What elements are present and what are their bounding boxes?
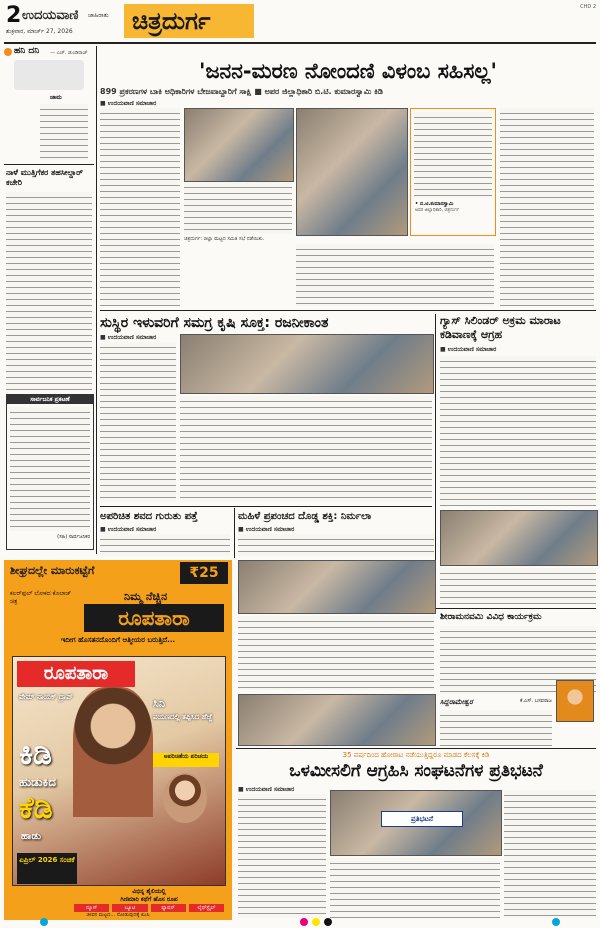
lead-col1 xyxy=(100,108,180,306)
cover-title: ರೂಪತಾರಾ xyxy=(17,661,135,687)
quote-name: • ಬಿ.ಟಿ.ಕುಮಾರಸ್ವಾಮಿ xyxy=(415,201,454,207)
lead-photo-2 xyxy=(296,108,408,236)
public-notice-text xyxy=(10,407,90,531)
public-notice-box xyxy=(6,394,94,550)
story5-photo-2 xyxy=(238,694,436,746)
story5-headline: ಮಹಿಳೆ ಪ್ರಪಂಚದ ದೊಡ್ಡ ಶಕ್ತಿ: ನಿರ್ಮಲಾ xyxy=(238,511,372,522)
ad-chip: ಫ್ಯಾಷನ್ xyxy=(151,904,186,912)
story7-text xyxy=(330,858,500,918)
sidebar-column-text xyxy=(6,192,92,390)
cover-kicker: ಪೇಮ್ ನಾಯಕ್ ದ್ರಾಪ್ xyxy=(19,693,73,701)
story2-text xyxy=(180,396,432,502)
story6-name-tag-2: ಕೆ.ಎಸ್. ಬಸವರಾಜ xyxy=(520,698,552,704)
lead-quote-box xyxy=(410,108,496,236)
quote-role: ಅಪರ ಜಿಲ್ಲಾಧಿಕಾರಿ, ಚಿತ್ರದುರ್ಗ xyxy=(415,208,460,213)
rule-story5 xyxy=(234,508,235,558)
cover-small: ಹಾಡು xyxy=(21,831,42,842)
registration-mark xyxy=(40,918,48,926)
ad-teaser: ಇದೀಗ ಹೊಸತನದೊಂದಿಗೆ ಆತ್ಮೀಯರ ಬರುತ್ತಿದೆ... xyxy=(60,636,176,644)
ad-price: ₹25 xyxy=(180,562,228,584)
honi-author: — ಎಚ್. ಡುಂಡಿರಾಜ್ xyxy=(50,50,88,56)
story6-headline: ಶೀರಾಮನವಮಿ ವಿವಿಧ ಕಾರ್ಯಕ್ರಮ xyxy=(440,612,542,622)
sidebar-rule xyxy=(4,164,94,165)
story2-photo xyxy=(180,334,434,394)
sidebar-column-title: ನಾಳೆ ಮುತ್ತಿಗೆಕರ ತಹಸೀಲ್ದಾರ್ ಕಚೇರಿ xyxy=(6,168,83,187)
protest-banner: ಪ್ರತಿಭಟನೆ xyxy=(381,811,463,827)
cover-date: ಏಪ್ರಿಲ್ 2026 ಸಂಚಿಕೆ xyxy=(17,853,77,884)
story7-kicker: 35 ವರ್ಷದಿಂದ ಹೋರಾಟ ನಡೆಯುತ್ತಿದ್ದರೂ ಮಾಡದ ಕೆಲಸಕ್ಕೆ ಕಿಡಿ xyxy=(342,751,490,759)
lead-headline: 'ಜನನ-ಮರಣ ನೋಂದಣಿ ವಿಳಂಬ ಸಹಿಸಲ್ಲ' xyxy=(199,59,497,83)
ad-brand: ರೂಪತಾರಾ xyxy=(84,604,224,632)
date-line: ಶುಕ್ರವಾರ, ಮಾರ್ಚ್ 27, 2026 xyxy=(6,28,73,35)
registration-mark xyxy=(324,918,332,926)
honi-text xyxy=(40,104,88,160)
story7-col1 xyxy=(238,794,326,918)
corner-code: CHD 2 xyxy=(580,4,596,10)
story7-byline: ■ ಉದಯವಾಣಿ ಸಮಾಚಾರ xyxy=(238,786,295,793)
ad-chip: ಬ್ಯೂಟಿ xyxy=(112,904,147,912)
story5-text-2 xyxy=(238,616,434,690)
story3-headline: ಗ್ಯಾಸ್ ಸಿಲಿಂಡರ್ ಅಕ್ರಮ ಮಾರಾಟ ಕಡಿವಾಣಕ್ಕೆ ಆಗ್ರಹ xyxy=(440,314,561,341)
column-divider xyxy=(96,46,97,554)
public-notice-footer: (ಸಹಿ) ಸಾರ್ವಜನಿಕರ xyxy=(57,534,90,540)
magazine-cover xyxy=(12,656,226,886)
ad-chips xyxy=(74,904,224,912)
cover-right2: ಪಯಣದಲ್ಲಿ ತಪ್ಪಿಸಿದ ಹೆಜ್ಜೆ xyxy=(153,713,213,721)
story4-text xyxy=(100,534,230,556)
story3-photo xyxy=(440,510,598,566)
cover-big2: ಹುಡುಕಿದ xyxy=(19,775,56,789)
lead-col2 xyxy=(184,182,292,234)
story5-byline: ■ ಉದಯವಾಣಿ ಸಮಾಚಾರ xyxy=(238,526,295,533)
story4-headline: ಅಪರಿಚಿತ ಶವದ ಗುರುತು ಪತ್ತೆ xyxy=(100,511,198,522)
story6-text-2 xyxy=(440,710,552,746)
honi-title: ಹನಿ ದನಿ xyxy=(14,46,40,56)
story6-name-tag: ಸಿದ್ದರಾಮೇಶ್ವರ xyxy=(440,698,473,706)
honi-subtitle: ಜಾಮ xyxy=(50,94,62,101)
ad-tag-2: ಕಲರ್‌ಫುಲ್ ಲೋಕದ ಕೊಲಾಜ್ ಚಿತ್ರ xyxy=(10,590,72,605)
cover-model-image xyxy=(73,687,153,817)
author-photo xyxy=(14,60,84,90)
ad-footer-1: ವಿಭಿನ್ನ ಶೈಲಿಯಲ್ಲಿ xyxy=(132,888,166,895)
rule-story7 xyxy=(236,748,596,749)
lead-col-bottom xyxy=(296,244,494,306)
story2-headline: ಸುಸ್ಥಿರ ಇಳುವರಿಗೆ ಸಮಗ್ರ ಕೃಷಿ ಸೂಕ್ತ: ರಜನೀಕಾಂತ xyxy=(100,315,329,331)
edition-tag: ಜಾಹಿರಾತು xyxy=(88,12,109,19)
story7-col-right xyxy=(504,790,596,918)
registration-mark xyxy=(312,918,320,926)
page-number: 2 xyxy=(6,3,22,28)
story4-byline: ■ ಉದಯವಾಣಿ ಸಮಾಚಾರ xyxy=(100,526,157,533)
section-title: ಚಿತ್ರದುರ್ಗ xyxy=(132,7,211,35)
cover-inset-photo xyxy=(163,773,207,823)
lead-photo-caption: ಚಿತ್ರದುರ್ಗ: ಜಿಲ್ಲಾ ಮಟ್ಟದ ಸಮಿತಿ ಸಭೆ ನಡೆಯಿತು. xyxy=(184,236,265,242)
story7-photo xyxy=(330,790,502,856)
lead-byline: ■ ಉದಯವಾಣಿ ಸಮಾಚಾರ xyxy=(100,100,157,107)
story5-text xyxy=(238,534,434,556)
cover-badge: ಅಪರಿಚಿತೆಯ ಪರಿಚಯ xyxy=(153,753,219,767)
lead-subhead: 899 ಪ್ರಕರಣಗಳ ಬಾಕಿ ಅಧಿಕಾರಿಗಳ ಬೇಜವಾಬ್ದಾರಿಗೆ ಸಾಕ್ಷಿ ■ ಅಪರ ಜಿಲ್ಲಾಧಿಕಾರಿ ಬಿ.ಟಿ. ಕುಮಾರಸ್ವಾಮಿ ಕಿಡಿ xyxy=(100,87,383,96)
ad-chip: ಲೈಫ್‌ಸ್ಟೈಲ್ xyxy=(189,904,224,912)
masthead-rule xyxy=(4,42,596,44)
story7-headline: ಒಳಮೀಸಲಿಗೆ ಆಗ್ರಹಿಸಿ ಸಂಘಟನೆಗಳ ಪ್ರತಿಭಟನೆ xyxy=(289,761,543,781)
story3-byline: ■ ಉದಯವಾಣಿ ಸಮಾಚಾರ xyxy=(440,346,497,353)
story2-col1 xyxy=(100,342,176,502)
lead-photo xyxy=(184,108,294,182)
lead-quote-text xyxy=(414,112,492,198)
ad-footer-2: ಗಿಣಿಮಾರಿ ಕಥೆಗೆ ಹೊಸ ರೂಪ xyxy=(120,896,178,903)
rupatara-ad xyxy=(4,560,232,920)
ad-top-line: ಶೀಘ್ರದಲ್ಲೇ ಮಾರುಕಟ್ಟೆಗೆ xyxy=(10,564,95,577)
honi-dot-icon xyxy=(4,48,12,56)
lead-col-right xyxy=(500,108,594,306)
registration-mark xyxy=(300,918,308,926)
rule-lead xyxy=(100,310,596,311)
ad-tag-1: ನಿಮ್ಮ ನೆಚ್ಚಿನ xyxy=(124,590,168,603)
left-sidebar xyxy=(4,46,94,554)
story2-byline: ■ ಉದಯವಾಣಿ ಸಮಾಚಾರ xyxy=(100,334,157,341)
ad-chip: ನ್ಯೂಸ್ xyxy=(74,904,109,912)
story3-text xyxy=(440,356,596,506)
section-banner xyxy=(124,4,254,38)
rule-row2 xyxy=(100,506,432,507)
cover-big: ಕಿಡಿ xyxy=(19,737,52,772)
public-notice-title: ಸಾರ್ವಜನಿಕ ಪ್ರಕಟಣೆ xyxy=(7,395,93,404)
ad-footer-3: ಜೀವನ ಮಟ್ಟದ... ನೋಡುವುದಕ್ಕೆ ಖುಷಿ xyxy=(86,912,150,918)
story6-portrait xyxy=(556,680,594,722)
cover-big3: ಕೆಡಿ xyxy=(19,791,53,826)
cover-right1: ಸಿನಿ xyxy=(153,697,165,710)
rule-story6 xyxy=(436,608,596,609)
registration-mark xyxy=(552,918,560,926)
story5-photo xyxy=(238,560,436,614)
story3-caption xyxy=(440,568,596,604)
paper-name: ಉದಯವಾಣಿ xyxy=(22,8,79,23)
